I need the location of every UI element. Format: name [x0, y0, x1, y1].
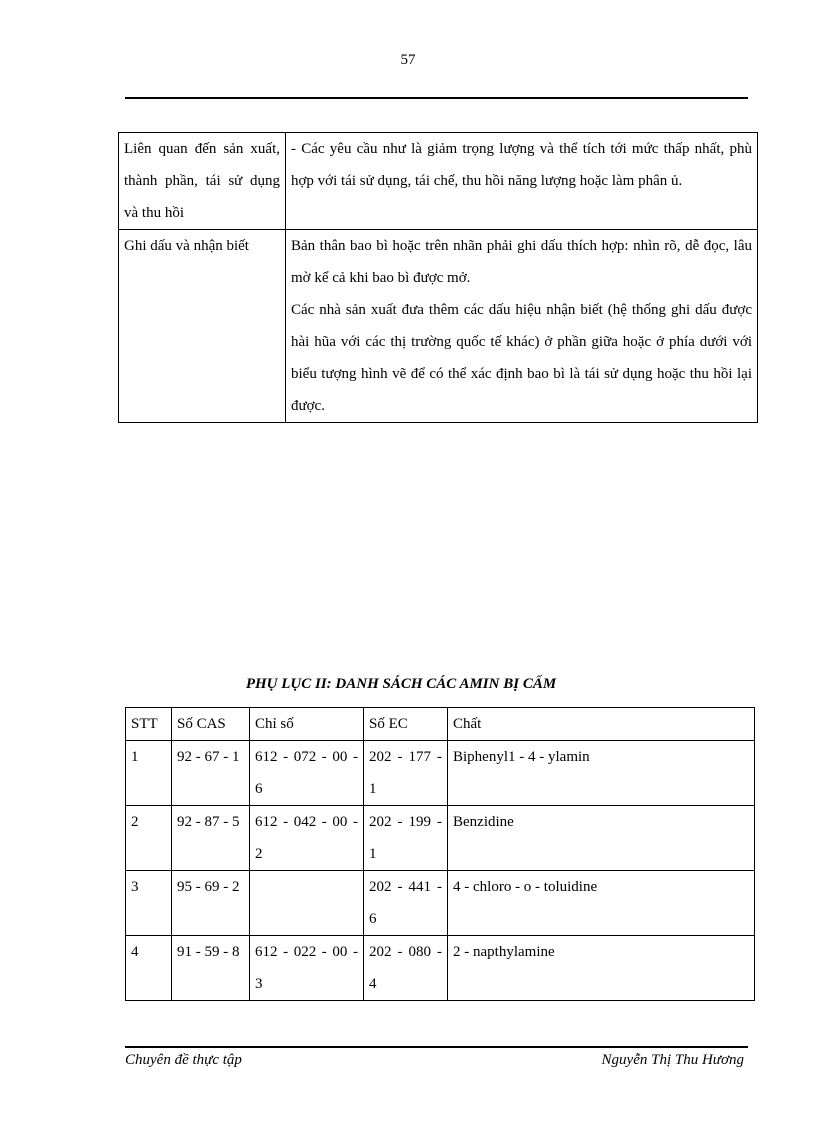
- header-cas: Số CAS: [172, 708, 250, 741]
- appendix-title: PHỤ LỤC II: DANH SÁCH CÁC AMIN BỊ CẤM: [245, 676, 557, 692]
- cell-cas: 92 - 67 - 1: [172, 741, 250, 806]
- cell-substance: 4 - chloro - o - toluidine: [448, 871, 755, 936]
- paragraph: - Các yêu cầu như là giảm trọng lượng và thể tích tới mức thấp nhất, phù hợp với tái sử dụng, tái chế, thu hồi năng lượng hoặc làm phân ủ.: [291, 141, 752, 189]
- row-label: Liên quan đến sản xuất, thành phần, tái sử dụng và thu hồi: [119, 133, 286, 230]
- cell-cas: 95 - 69 - 2: [172, 871, 250, 936]
- table-row: [126, 741, 755, 806]
- paragraph: Bản thân bao bì hoặc trên nhãn phải ghi dấu thích hợp: nhìn rõ, dễ đọc, lâu mờ kể cả khi bao bì được mở.: [291, 238, 752, 286]
- cell-index: [250, 871, 364, 936]
- row-content: [286, 133, 758, 230]
- table-header-row: [126, 708, 755, 741]
- row-content: [286, 230, 758, 423]
- footer-author: Nguyễn Thị Thu Hương: [601, 1052, 744, 1068]
- cell-stt: 2: [126, 806, 172, 871]
- header-index: Chỉ số: [250, 708, 364, 741]
- cell-index: 612 - 072 - 00 - 6: [250, 741, 364, 806]
- footer-rule: [125, 1046, 748, 1048]
- cell-index: 612 - 042 - 00 - 2: [250, 806, 364, 871]
- packaging-requirements-table: [118, 132, 758, 423]
- table-row: [126, 806, 755, 871]
- cell-stt: 4: [126, 936, 172, 1001]
- cell-cas: 91 - 59 - 8: [172, 936, 250, 1001]
- header-substance: Chất: [448, 708, 755, 741]
- cell-ec: 202 - 177 - 1: [364, 741, 448, 806]
- table-row: [126, 936, 755, 1001]
- cell-stt: 1: [126, 741, 172, 806]
- cell-cas: 92 - 87 - 5: [172, 806, 250, 871]
- cell-index: 612 - 022 - 00 - 3: [250, 936, 364, 1001]
- header-stt: STT: [126, 708, 172, 741]
- row-label: Ghi dấu và nhận biết: [119, 230, 286, 423]
- paragraph: Các nhà sản xuất đưa thêm các dấu hiệu nhận biết (hệ thống ghi dấu được hài hũa với các thị trường quốc tế khác) ở phần giữa hoặc ở phía dưới với biểu tượng hình vẽ để có thể xác định bao bì là tái sử dụng hoặc thu hồi lại được.: [291, 302, 752, 414]
- footer-document-type: Chuyên đề thực tập: [125, 1052, 242, 1068]
- header-rule: [125, 97, 748, 99]
- cell-ec: 202 - 441 - 6: [364, 871, 448, 936]
- cell-ec: 202 - 199 - 1: [364, 806, 448, 871]
- cell-stt: 3: [126, 871, 172, 936]
- cell-ec: 202 - 080 - 4: [364, 936, 448, 1001]
- table-row: [119, 230, 758, 423]
- cell-substance: Biphenyl1 - 4 - ylamin: [448, 741, 755, 806]
- page-number: 57: [400, 52, 416, 68]
- header-ec: Số EC: [364, 708, 448, 741]
- table-row: [119, 133, 758, 230]
- cell-substance: Benzidine: [448, 806, 755, 871]
- cell-substance: 2 - napthylamine: [448, 936, 755, 1001]
- table-row: [126, 871, 755, 936]
- banned-amines-table: [125, 707, 755, 1001]
